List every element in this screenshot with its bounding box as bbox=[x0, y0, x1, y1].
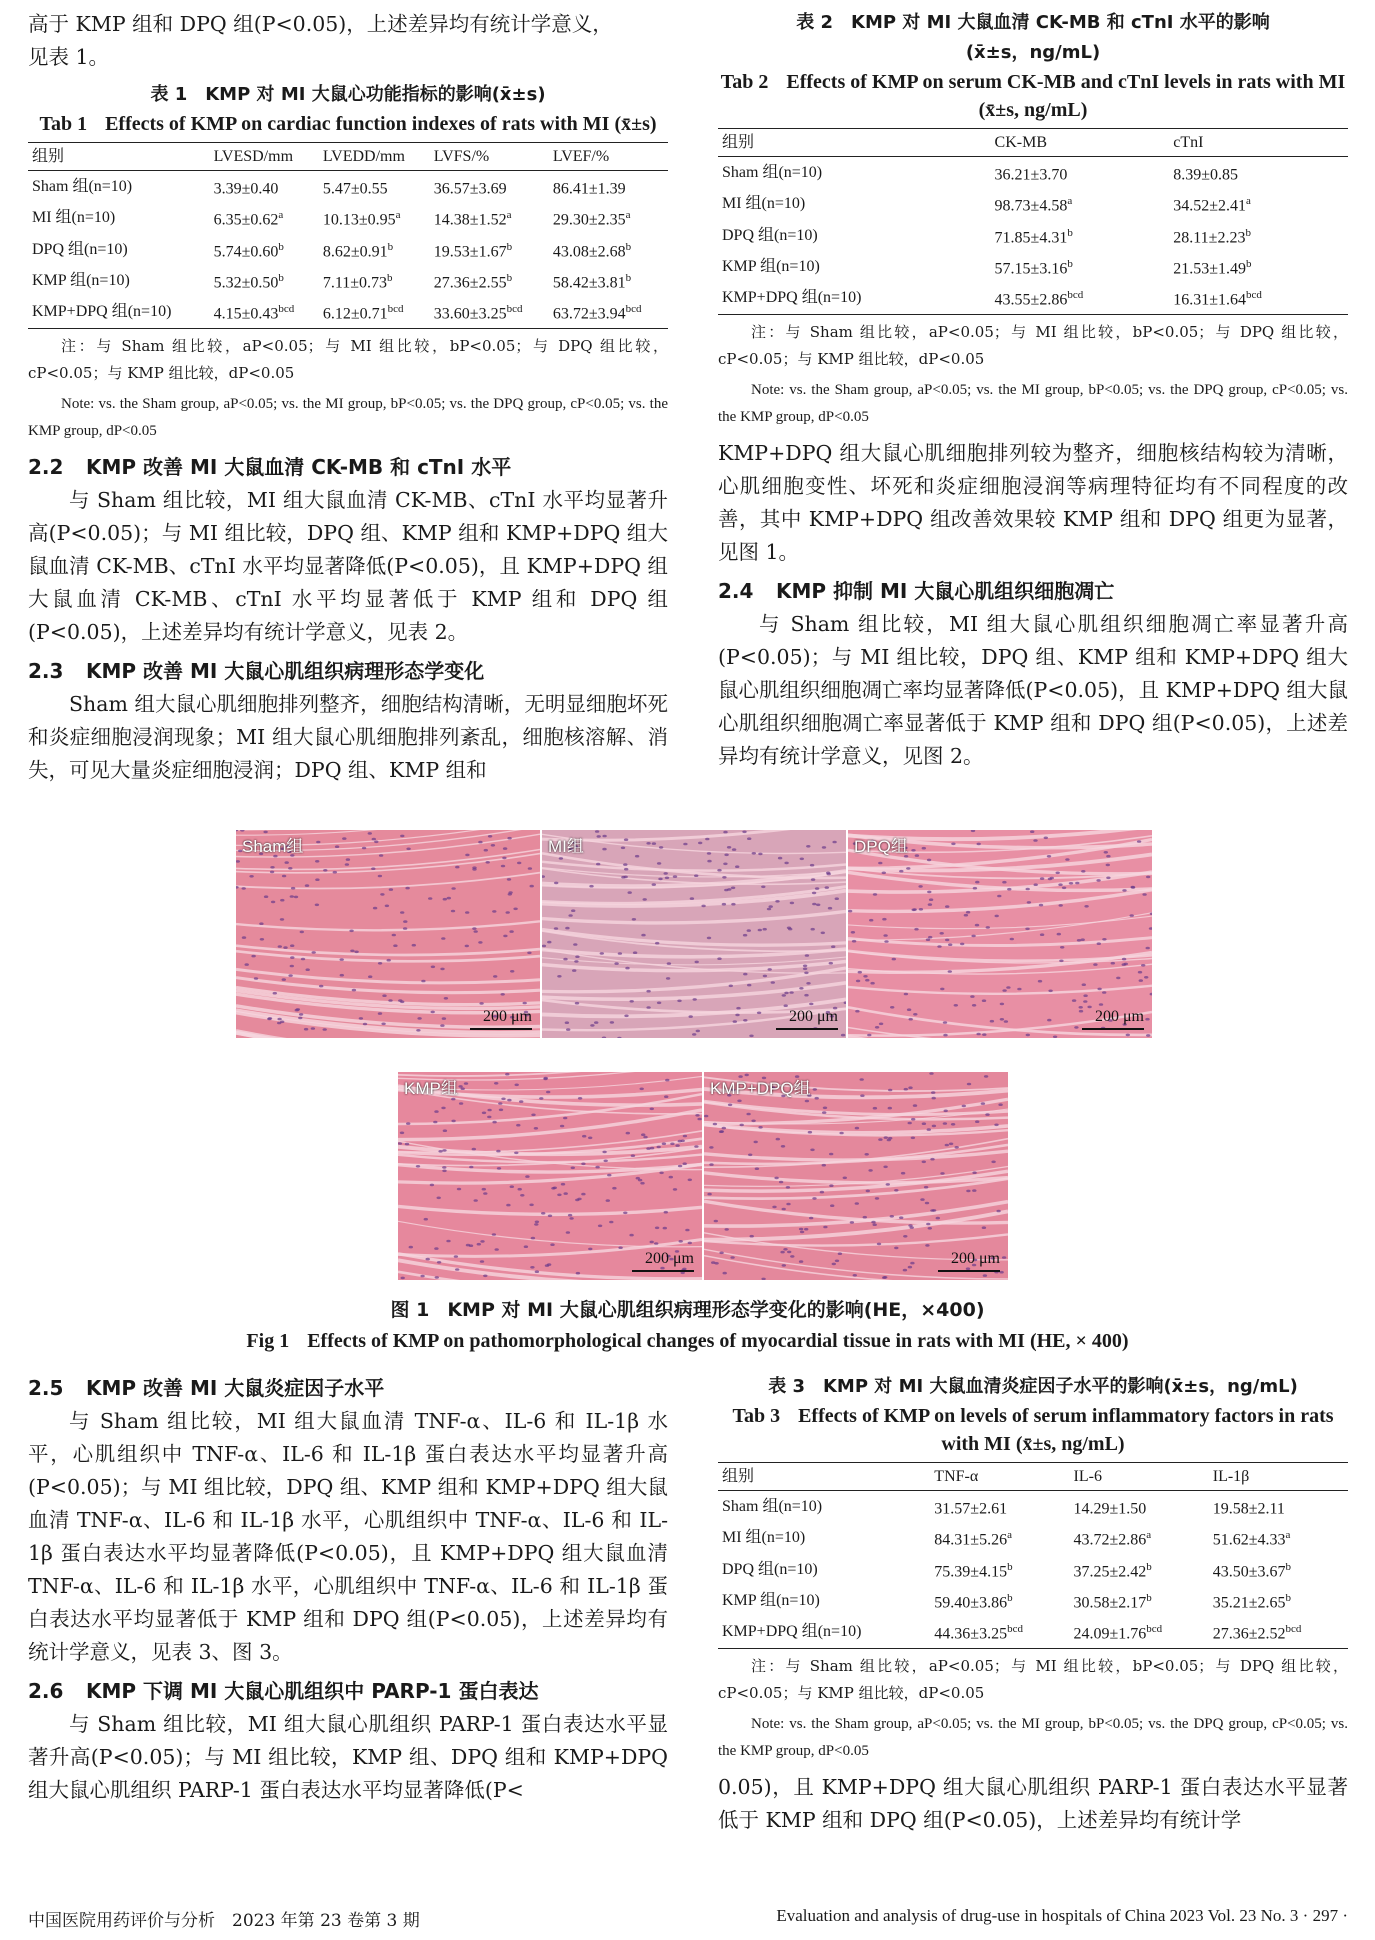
table-header-cell: 组别 bbox=[32, 148, 65, 165]
value-cell bbox=[1209, 1522, 1348, 1553]
group-cell: KMP 组(n=10) bbox=[32, 272, 130, 290]
significance-mark: b bbox=[387, 271, 393, 284]
scale-bar-label: 200 μm bbox=[1094, 1008, 1144, 1025]
value-cell bbox=[549, 296, 668, 328]
table-row bbox=[28, 265, 668, 296]
value-text: 10.13±0.95 bbox=[322, 211, 396, 229]
section-heading-2-5: 2.5 KMP 改善 MI 大鼠炎症因子水平 bbox=[28, 1376, 385, 1400]
significance-mark: bcd bbox=[506, 303, 523, 316]
right-column-bottom bbox=[718, 1372, 1348, 1837]
value-cell bbox=[430, 171, 549, 203]
value-text: 30.58±2.17 bbox=[1073, 1594, 1147, 1612]
table-header-cell: IL-6 bbox=[1073, 1468, 1102, 1485]
table-row bbox=[28, 234, 668, 265]
table1-note-cn: 注：与 Sham 组比较，aP<0.05；与 MI 组比较，bP<0.05；与 DPQ 组比较，cP<0.05；与 KMP 组比较，dP<0.05 bbox=[28, 336, 668, 382]
value-text: 63.72±3.94 bbox=[552, 305, 626, 323]
significance-mark: bcd bbox=[1146, 1623, 1163, 1636]
value-text: 51.62±4.33 bbox=[1212, 1531, 1286, 1549]
table1-block bbox=[28, 80, 668, 445]
table2-note-cn: 注：与 Sham 组比较，aP<0.05；与 MI 组比较，bP<0.05；与 DPQ 组比较，cP<0.05；与 KMP 组比较，dP<0.05 bbox=[718, 322, 1348, 368]
table2-caption-unit: (x̄±s，ng/mL) bbox=[965, 42, 1101, 63]
table-row bbox=[718, 251, 1348, 282]
value-text: 37.25±2.42 bbox=[1073, 1562, 1147, 1580]
table-row bbox=[718, 157, 1348, 189]
value-text: 27.36±2.55 bbox=[433, 274, 507, 292]
table1-caption-en: Tab 1 Effects of KMP on cardiac function indexes of rats with MI (x̄±s) bbox=[39, 113, 657, 135]
value-cell bbox=[991, 157, 1170, 189]
table-row bbox=[28, 202, 668, 233]
table-row bbox=[718, 1491, 1348, 1523]
value-text: 36.21±3.70 bbox=[994, 166, 1068, 184]
table-row bbox=[718, 188, 1348, 219]
panel-label: MI组 bbox=[548, 837, 584, 856]
table-row bbox=[718, 282, 1348, 314]
scale-bar bbox=[632, 1270, 694, 1272]
histology-panel bbox=[704, 1072, 1008, 1280]
histology-panel bbox=[398, 1072, 702, 1280]
table3-caption-en: Tab 3 Effects of KMP on levels of serum inflammatory factors in rats with MI (x̄±s, ng/mL) bbox=[732, 1405, 1334, 1455]
section-2-3-text: Sham 组大鼠心肌细胞排列整齐，细胞结构清晰，无明显细胞坏死和炎症细胞浸润现象；MI 组大鼠心肌细胞排列紊乱，细胞核溶解、消失，可见大量炎症细胞浸润；DPQ 组、KMP 组和 bbox=[28, 691, 668, 782]
significance-mark: b bbox=[625, 240, 632, 253]
value-text: 31.57±2.61 bbox=[934, 1500, 1008, 1518]
footer-journal-cn: 中国医院用药评价与分析 2023 年第 23 卷第 3 期 bbox=[28, 1911, 420, 1931]
value-cell bbox=[930, 1522, 1069, 1553]
significance-mark: bcd bbox=[1067, 289, 1084, 302]
value-text: 75.39±4.15 bbox=[934, 1562, 1008, 1580]
value-cell bbox=[319, 202, 430, 233]
table-header-cell: CK-MB bbox=[994, 134, 1047, 151]
value-text: 59.40±3.86 bbox=[934, 1594, 1008, 1612]
scale-bar-label: 200 μm bbox=[644, 1250, 694, 1267]
table-row bbox=[718, 1554, 1348, 1585]
significance-mark: a bbox=[506, 209, 512, 222]
table3 bbox=[718, 1462, 1348, 1649]
section-heading-2-3: 2.3 KMP 改善 MI 大鼠心肌组织病理形态学变化 bbox=[28, 658, 485, 683]
value-cell bbox=[1070, 1522, 1209, 1553]
tissue-image bbox=[848, 830, 1152, 1038]
table1 bbox=[28, 142, 668, 329]
value-cell bbox=[319, 234, 430, 265]
value-text: 19.58±2.11 bbox=[1212, 1500, 1285, 1518]
value-cell bbox=[1070, 1585, 1209, 1616]
value-text: 43.08±2.68 bbox=[552, 242, 626, 260]
table3-caption-cn: 表 3 KMP 对 MI 大鼠血清炎症因子水平的影响(x̄±s，ng/mL) bbox=[768, 1376, 1298, 1397]
value-cell bbox=[549, 234, 668, 265]
figure1-caption-en: Fig 1 Effects of KMP on pathomorphological changes of myocardial tissue in rats with MI (HE, × 400) bbox=[246, 1330, 1129, 1352]
value-cell bbox=[991, 220, 1170, 251]
value-text: 14.38±1.52 bbox=[433, 211, 507, 229]
value-cell bbox=[319, 171, 430, 203]
value-cell bbox=[210, 296, 319, 328]
scale-bar bbox=[470, 1028, 532, 1030]
value-cell bbox=[549, 171, 668, 203]
intro-text-line1: 高于 KMP 组和 DPQ 组(P<0.05)，上述差异均有统计学意义， bbox=[28, 12, 613, 36]
page-footer bbox=[28, 1906, 1348, 1932]
significance-mark: a bbox=[1146, 1529, 1152, 1542]
value-text: 21.53±1.49 bbox=[1173, 260, 1247, 278]
value-text: 34.52±2.41 bbox=[1173, 197, 1247, 215]
significance-mark: b bbox=[1285, 1591, 1292, 1604]
scale-bar bbox=[776, 1028, 838, 1030]
table3-block bbox=[718, 1372, 1348, 1765]
section-heading-2-4: 2.4 KMP 抑制 MI 大鼠心肌组织细胞凋亡 bbox=[718, 578, 1115, 603]
value-text: 5.74±0.60 bbox=[213, 242, 279, 260]
value-cell bbox=[930, 1616, 1069, 1648]
value-cell bbox=[210, 202, 319, 233]
right-column-top bbox=[718, 8, 1348, 773]
value-cell bbox=[991, 282, 1170, 314]
value-text: 86.41±1.39 bbox=[552, 180, 626, 198]
value-text: 98.73±4.58 bbox=[994, 197, 1068, 215]
table-row bbox=[718, 1616, 1348, 1648]
tissue-image bbox=[398, 1072, 702, 1280]
table-row bbox=[718, 1522, 1348, 1553]
scale-bar bbox=[938, 1270, 1000, 1272]
significance-mark: b bbox=[1146, 1591, 1152, 1604]
significance-mark: b bbox=[625, 271, 632, 284]
table2-note-en: Note: vs. the Sham group, aP<0.05; vs. the MI group, bP<0.05; vs. the DPQ group, cP<0.05; vs. the KMP group, dP<0.05 bbox=[718, 381, 1348, 425]
tissue-image bbox=[704, 1072, 1008, 1280]
value-cell bbox=[991, 251, 1170, 282]
table-row bbox=[28, 296, 668, 328]
table-header-cell: TNF-α bbox=[934, 1468, 979, 1485]
value-text: 57.15±3.16 bbox=[994, 260, 1068, 278]
table-header-cell: LVEDD/mm bbox=[322, 148, 405, 165]
significance-mark: a bbox=[1285, 1529, 1291, 1542]
value-cell bbox=[930, 1491, 1069, 1523]
value-text: 8.62±0.91 bbox=[322, 242, 388, 260]
section-2-3-continued-text: KMP+DPQ 组大鼠心肌细胞排列较为整齐，细胞核结构较为清晰，心肌细胞变性、坏死和炎症细胞浸润等病理特征均有不同程度的改善，其中 KMP+DPQ 组改善效果较 KMP 组和 DPQ 组更为显著，见图 1。 bbox=[718, 440, 1348, 564]
significance-mark: b bbox=[1246, 257, 1252, 270]
left-column-bottom bbox=[28, 1372, 668, 1807]
value-text: 27.36±2.52 bbox=[1212, 1625, 1286, 1643]
section-2-6-continued-text: 0.05)，且 KMP+DPQ 组大鼠心肌组织 PARP-1 蛋白表达水平显著低于 KMP 组和 DPQ 组(P<0.05)，上述差异均有统计学 bbox=[718, 1774, 1348, 1832]
panel-label: KMP组 bbox=[404, 1079, 458, 1098]
scale-bar-label: 200 μm bbox=[788, 1008, 838, 1025]
significance-mark: a bbox=[625, 209, 631, 222]
value-cell bbox=[210, 265, 319, 296]
significance-mark: bcd bbox=[1007, 1623, 1023, 1636]
value-text: 36.57±3.69 bbox=[433, 180, 507, 198]
significance-mark: bcd bbox=[625, 303, 642, 316]
value-text: 84.31±5.26 bbox=[934, 1531, 1008, 1549]
group-cell: MI 组(n=10) bbox=[722, 195, 806, 213]
group-cell: KMP 组(n=10) bbox=[722, 1592, 820, 1610]
value-text: 5.47±0.55 bbox=[322, 180, 388, 198]
table-header-cell: LVEF/% bbox=[552, 148, 610, 165]
group-cell: DPQ 组(n=10) bbox=[722, 1560, 818, 1578]
significance-mark: b bbox=[387, 240, 394, 253]
value-cell bbox=[1070, 1491, 1209, 1523]
value-cell bbox=[1209, 1585, 1348, 1616]
significance-mark: b bbox=[1245, 226, 1251, 239]
value-cell bbox=[1169, 188, 1348, 219]
significance-mark: b bbox=[278, 271, 284, 284]
tissue-image bbox=[236, 830, 540, 1038]
value-text: 6.35±0.62 bbox=[213, 211, 279, 229]
histology-panel bbox=[542, 830, 846, 1038]
significance-mark: bcd bbox=[278, 303, 295, 316]
value-cell bbox=[430, 202, 549, 233]
table-header-cell: 组别 bbox=[722, 134, 755, 151]
group-cell: MI 组(n=10) bbox=[32, 209, 116, 227]
table-header-cell: 组别 bbox=[722, 1468, 755, 1485]
panel-label: Sham组 bbox=[242, 837, 304, 856]
panel-label: KMP+DPQ组 bbox=[710, 1079, 811, 1098]
value-text: 71.85±4.31 bbox=[994, 228, 1068, 246]
significance-mark: a bbox=[278, 209, 284, 222]
value-text: 6.12±0.71 bbox=[322, 305, 388, 323]
value-text: 7.11±0.73 bbox=[322, 274, 388, 292]
significance-mark: b bbox=[1007, 1560, 1013, 1573]
figure1-caption-cn: 图 1 KMP 对 MI 大鼠心肌组织病理形态学变化的影响(HE，×400) bbox=[390, 1299, 985, 1321]
significance-mark: a bbox=[1067, 195, 1073, 208]
figure1-panels bbox=[0, 830, 1375, 1290]
value-cell bbox=[549, 202, 668, 233]
group-cell: MI 组(n=10) bbox=[722, 1529, 806, 1547]
value-text: 35.21±2.65 bbox=[1212, 1594, 1286, 1612]
value-cell bbox=[1209, 1616, 1348, 1648]
value-text: 19.53±1.67 bbox=[433, 242, 507, 260]
value-cell bbox=[930, 1585, 1069, 1616]
significance-mark: bcd bbox=[387, 303, 404, 316]
table-header-row bbox=[28, 143, 668, 171]
section-2-2-text: 与 Sham 组比较，MI 组大鼠血清 CK-MB、cTnI 水平均显著升高(P<0.05)；与 MI 组比较，DPQ 组、KMP 组和 KMP+DPQ 组大鼠血清 CK-MB、cTnI 水平均显著降低(P<0.05)，且 KMP+DPQ 组大鼠血清 CK-MB、cTnI 水平均显著低于 KMP 组和 DPQ 组(P<0.05)，上述差异均有统计学意义，见表 2。 bbox=[28, 487, 668, 644]
value-cell bbox=[1209, 1554, 1348, 1585]
group-cell: KMP+DPQ 组(n=10) bbox=[722, 289, 862, 307]
histology-panel bbox=[236, 830, 540, 1038]
value-text: 5.32±0.50 bbox=[213, 274, 279, 292]
table-header-cell: IL-1β bbox=[1212, 1468, 1250, 1485]
value-text: 4.15±0.43 bbox=[213, 305, 279, 323]
table-row bbox=[718, 220, 1348, 251]
value-cell bbox=[430, 265, 549, 296]
group-cell: KMP 组(n=10) bbox=[722, 258, 820, 276]
significance-mark: bcd bbox=[1246, 289, 1262, 302]
significance-mark: bcd bbox=[1285, 1623, 1302, 1636]
scale-bar-label: 200 μm bbox=[950, 1250, 1000, 1267]
group-cell: KMP+DPQ 组(n=10) bbox=[32, 303, 172, 321]
significance-mark: b bbox=[1007, 1591, 1013, 1604]
group-cell: Sham 组(n=10) bbox=[722, 1498, 823, 1516]
significance-mark: b bbox=[278, 240, 284, 253]
table-header-row bbox=[718, 129, 1348, 157]
value-text: 43.55±2.86 bbox=[994, 291, 1068, 309]
section-heading-2-6: 2.6 KMP 下调 MI 大鼠心肌组织中 PARP-1 蛋白表达 bbox=[28, 1679, 539, 1703]
group-cell: Sham 组(n=10) bbox=[722, 164, 823, 182]
value-cell bbox=[1169, 220, 1348, 251]
table-header-cell: LVFS/% bbox=[433, 148, 490, 165]
value-cell bbox=[1169, 251, 1348, 282]
value-text: 33.60±3.25 bbox=[433, 305, 507, 323]
significance-mark: b bbox=[506, 271, 513, 284]
table2 bbox=[718, 128, 1348, 315]
group-cell: Sham 组(n=10) bbox=[32, 178, 133, 196]
significance-mark: a bbox=[1246, 195, 1251, 208]
table2-block bbox=[718, 8, 1348, 431]
table-row bbox=[718, 1585, 1348, 1616]
group-cell: DPQ 组(n=10) bbox=[722, 226, 818, 244]
table-row bbox=[28, 171, 668, 203]
significance-mark: b bbox=[1146, 1560, 1152, 1573]
tissue-image bbox=[542, 830, 846, 1038]
significance-mark: b bbox=[1067, 257, 1073, 270]
table-header-cell: LVESD/mm bbox=[213, 148, 294, 165]
table2-caption-en: Tab 2 Effects of KMP on serum CK-MB and cTnI levels in rats with MI (x̄±s, ng/mL) bbox=[720, 71, 1346, 121]
scale-bar bbox=[1082, 1028, 1144, 1030]
value-text: 24.09±1.76 bbox=[1073, 1625, 1147, 1643]
value-cell bbox=[319, 265, 430, 296]
value-cell bbox=[1070, 1554, 1209, 1585]
significance-mark: b bbox=[1285, 1560, 1292, 1573]
value-cell bbox=[1209, 1491, 1348, 1523]
scale-bar-label: 200 μm bbox=[482, 1008, 532, 1025]
value-cell bbox=[210, 171, 319, 203]
value-cell bbox=[1070, 1616, 1209, 1648]
value-cell bbox=[1169, 157, 1348, 189]
value-cell bbox=[991, 188, 1170, 219]
table-header-row bbox=[718, 1463, 1348, 1491]
section-2-5-text: 与 Sham 组比较，MI 组大鼠血清 TNF-α、IL-6 和 IL-1β 水平，心肌组织中 TNF-α、IL-6 和 IL-1β 蛋白表达水平均显著升高(P<0.05)；与 MI 组比较，DPQ 组、KMP 组和 KMP+DPQ 组大鼠血清 TNF-α、IL-6 和 IL-1β 水平，心肌组织中 TNF-α、IL-6 和 IL-1β 蛋白表达水平均显著降低(P<0.05)，且 KMP+DPQ 组大鼠血清 TNF-α、IL-6 和 IL-1β 水平，心肌组织中 TNF-α、IL-6 和 IL-1β 蛋白表达水平均显著低于 KMP 组和 DPQ 组(P<0.05)，上述差异均有统计学意义，见表 3、图 3。 bbox=[28, 1409, 668, 1664]
value-cell bbox=[430, 296, 549, 328]
value-text: 14.29±1.50 bbox=[1073, 1500, 1147, 1518]
value-cell bbox=[930, 1554, 1069, 1585]
significance-mark: a bbox=[1007, 1529, 1012, 1542]
intro-text-line2: 见表 1。 bbox=[28, 45, 110, 69]
value-cell bbox=[549, 265, 668, 296]
significance-mark: b bbox=[1067, 226, 1073, 239]
footer-journal-en: Evaluation and analysis of drug-use in hospitals of China 2023 Vol. 23 No. 3 · 297 · bbox=[776, 1906, 1348, 1925]
significance-mark: a bbox=[395, 209, 401, 222]
value-text: 16.31±1.64 bbox=[1173, 291, 1247, 309]
figure1-caption bbox=[0, 1294, 1375, 1356]
value-text: 43.72±2.86 bbox=[1073, 1531, 1147, 1549]
left-column-top bbox=[28, 8, 668, 787]
group-cell: DPQ 组(n=10) bbox=[32, 240, 128, 258]
section-2-6-text: 与 Sham 组比较，MI 组大鼠心肌组织 PARP-1 蛋白表达水平显著升高(P<0.05)；与 MI 组比较，KMP 组、DPQ 组和 KMP+DPQ 组大鼠心肌组织 PARP-1 蛋白表达水平均显著降低(P< bbox=[28, 1712, 668, 1802]
section-2-4-text: 与 Sham 组比较，MI 组大鼠心肌组织细胞凋亡率显著升高(P<0.05)；与 MI 组比较，DPQ 组、KMP 组和 KMP+DPQ 组大鼠心肌组织细胞凋亡率均显著降低(P<0.05)，且 KMP+DPQ 组大鼠心肌组织细胞凋亡率显著低于 KMP 组和 DPQ 组(P<0.05)，上述差异均有统计学意义，见图 2。 bbox=[718, 611, 1348, 768]
section-heading-2-2: 2.2 KMP 改善 MI 大鼠血清 CK-MB 和 cTnI 水平 bbox=[28, 454, 512, 479]
panel-label: DPQ组 bbox=[854, 837, 908, 856]
value-text: 43.50±3.67 bbox=[1212, 1562, 1286, 1580]
table1-note-en: Note: vs. the Sham group, aP<0.05; vs. the MI group, bP<0.05; vs. the DPQ group, cP<0.05; vs. the KMP group, dP<0.05 bbox=[28, 395, 668, 439]
value-cell bbox=[210, 234, 319, 265]
value-text: 3.39±0.40 bbox=[213, 180, 279, 198]
histology-panel bbox=[848, 830, 1152, 1038]
significance-mark: b bbox=[506, 240, 513, 253]
value-text: 28.11±2.23 bbox=[1173, 228, 1246, 246]
table3-note-en: Note: vs. the Sham group, aP<0.05; vs. the MI group, bP<0.05; vs. the DPQ group, cP<0.05; vs. the KMP group, dP<0.05 bbox=[718, 1715, 1348, 1759]
value-cell bbox=[319, 296, 430, 328]
value-text: 8.39±0.85 bbox=[1173, 166, 1239, 184]
table-header-cell: cTnI bbox=[1173, 134, 1204, 151]
value-text: 44.36±3.25 bbox=[934, 1625, 1008, 1643]
table2-caption-cn: 表 2 KMP 对 MI 大鼠血清 CK-MB 和 cTnI 水平的影响 bbox=[796, 12, 1270, 33]
table3-note-cn: 注：与 Sham 组比较，aP<0.05；与 MI 组比较，bP<0.05；与 DPQ 组比较，cP<0.05；与 KMP 组比较，dP<0.05 bbox=[718, 1656, 1348, 1702]
group-cell: KMP+DPQ 组(n=10) bbox=[722, 1623, 862, 1641]
table1-caption-cn: 表 1 KMP 对 MI 大鼠心功能指标的影响(x̄±s) bbox=[150, 84, 546, 105]
value-text: 58.42±3.81 bbox=[552, 274, 626, 292]
value-cell bbox=[1169, 282, 1348, 314]
value-text: 29.30±2.35 bbox=[552, 211, 626, 229]
value-cell bbox=[430, 234, 549, 265]
